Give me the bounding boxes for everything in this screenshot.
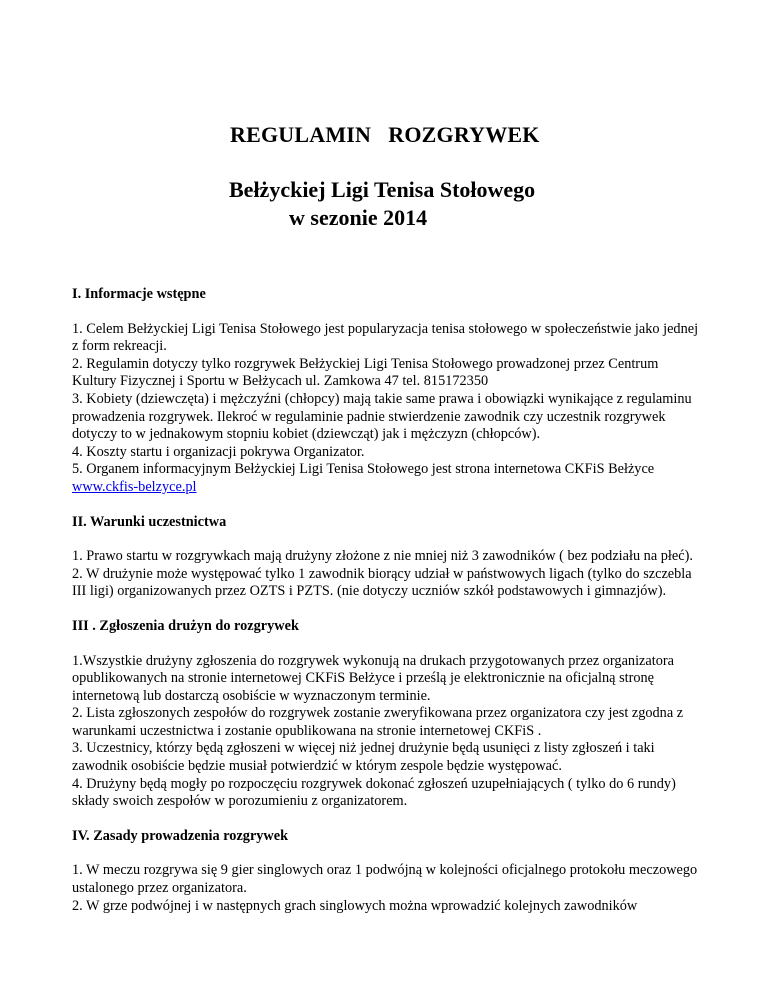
paragraph: 1. Celem Bełżyckiej Ligi Tenisa Stołowego jest popularyzacja tenisa stołowego w społeczeństwie jako jednej z form rekreacji. <box>72 320 699 355</box>
website-link[interactable]: www.ckfis-belzyce.pl <box>72 478 197 495</box>
section-body-warunki-uczestnictwa <box>72 548 702 601</box>
section-heading-informacje-wstepne: I. Informacje wstępne <box>72 286 206 302</box>
paragraph-with-link <box>72 461 702 496</box>
section-heading-zasady-prowadzenia: IV. Zasady prowadzenia rozgrywek <box>72 827 289 844</box>
paragraph: 3. Uczestnicy, którzy będą zgłoszeni w więcej niż jednej drużynie będą usunięci z listy zgłoszeń i taki zawodnik osobiście będzie musiał potwierdzić w którym zespole będzie występować. <box>72 740 655 775</box>
paragraph: 2. Regulamin dotyczy tylko rozgrywek Bełżyckiej Ligi Tenisa Stołowego prowadzonej przez Centrum Kultury Fizycznej i Sportu w Bełżycach ul. Zamkowa 47 tel. 815172350 <box>72 355 659 390</box>
paragraph: 4. Drużyny będą mogły po rozpoczęciu rozgrywek dokonać zgłoszeń uzupełniających ( tylko do 6 rundy) składy swoich zespołów w porozumieniu z organizatorem. <box>72 775 676 810</box>
document-body <box>72 286 702 932</box>
paragraph: 1. W meczu rozgrywa się 9 gier singlowych oraz 1 podwójną w kolejności oficjalnego protokołu meczowego ustalonego przez organizatora. <box>72 862 698 897</box>
paragraph: 2. W drużynie może występować tylko 1 zawodnik biorący udział w państwowych ligach (tylko do szczebla III ligi) organizowanych przez OZTS i PZTS. (nie dotyczy uczniów szkół podstawowych i gimnazjów). <box>72 565 692 600</box>
section-body-zasady-prowadzenia <box>72 862 702 915</box>
paragraph: 2. W grze podwójnej i w następnych grach singlowych można wprowadzić kolejnych zawodników <box>72 897 638 914</box>
paragraph: 4. Koszty startu i organizacji pokrywa Organizator. <box>72 443 365 460</box>
paragraph: 1. Prawo startu w rozgrywkach mają drużyny złożone z nie mniej niż 3 zawodników ( bez podziału na płeć). <box>72 548 693 565</box>
document-title: REGULAMIN ROZGRYWEK <box>230 122 540 147</box>
section-heading-zgloszenia-druzyn: III . Zgłoszenia drużyn do rozgrywek <box>72 617 299 634</box>
paragraph-text: 5. Organem informacyjnym Bełżyckiej Ligi Tenisa Stołowego jest strona internetowa CKFiS Bełżyce <box>72 461 655 478</box>
section-body-informacje-wstepne <box>72 321 702 497</box>
document-subtitle-line-1: Bełżyckiej Ligi Tenisa Stołowego <box>229 177 536 202</box>
paragraph: 2. Lista zgłoszonych zespołów do rozgrywek zostanie zweryfikowana przez organizatora czy jest zgodna z warunkami uczestnictwa i zostanie opublikowana na stronie internetowej CKFiS . <box>72 705 684 739</box>
paragraph: 1.Wszystkie drużyny zgłoszenia do rozgrywek wykonują na drukach przygotowanych przez organizatora opublikowanych na stronie internetowej CKFiS Bełżyce i prześlą je elektronicznie na oficjalną stronę internetową lub dostarczą osobiście w wyznaczonym terminie. <box>72 652 674 704</box>
document-subtitle-line-2: w sezonie 2014 <box>289 205 428 230</box>
paragraph: 3. Kobiety (dziewczęta) i mężczyźni (chłopcy) mają takie same prawa i obowiązki wynikające z regulaminu prowadzenia rozgrywek. Ilekroć w regulaminie padnie stwierdzenie zawodnik czy uczestnik rozgrywek dotyczy to w jednakowym stopniu kobiet (dziewcząt) jak i mężczyzn (chłopców). <box>72 390 692 443</box>
section-heading-warunki-uczestnictwa: II. Warunki uczestnictwa <box>72 513 227 530</box>
section-body-zgloszenia-druzyn <box>72 653 702 811</box>
